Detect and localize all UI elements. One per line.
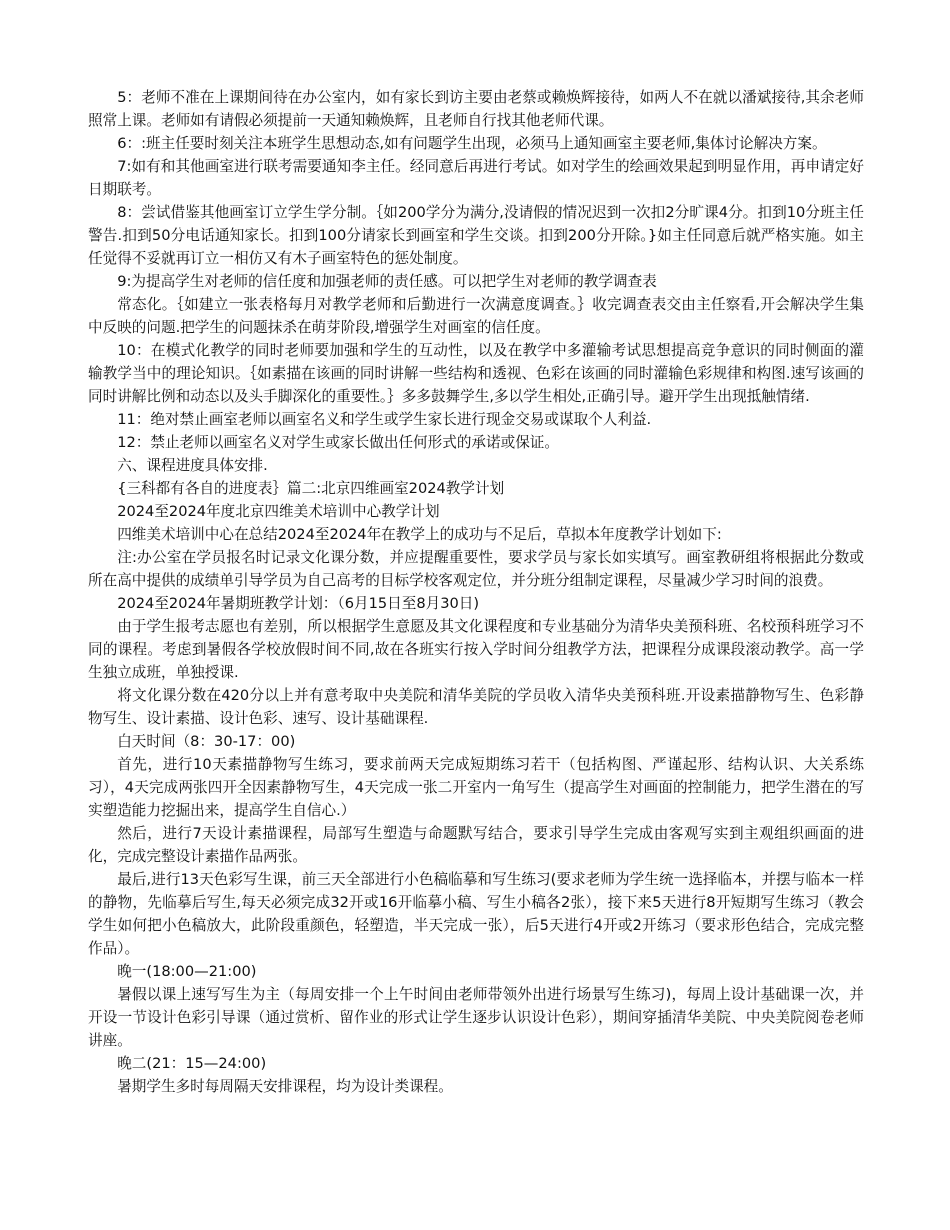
- note-paragraph: 注:办公室在学员报名时记录文化课分数，并应提醒重要性，要求学员与家长如实填写。画室教研组将根据此分数或所在高中提供的成绩单引导学员为自己高考的目标学校客观定位，并分班分组制定课程，尽量减少学习时间的浪费。: [88, 549, 864, 589]
- evening-one-paragraph: 暑假以课上速写写生为主（每周安排一个上午时间由老师带领外出进行场景写生练习)，每周上设计基础课一次，并开设一节设计色彩引导课（通过赏析、留作业的形式让学生逐步认识设计色彩），期间穿插清华美院、中央美院阅卷老师讲座。: [88, 986, 864, 1049]
- evening-two-heading: 晚二(21：15—24:00): [117, 1055, 267, 1072]
- section-six-heading: 六、课程进度具体安排.: [117, 457, 268, 474]
- document-page: [88, 86, 864, 1098]
- rule-9-paragraph: 9:为提高学生对老师的信任度和加强老师的责任感。可以把学生对老师的教学调查表: [117, 273, 657, 290]
- daytime-heading: 白天时间（8：30-17：00): [117, 733, 296, 750]
- rule-5-paragraph: 5：老师不准在上课期间待在办公室内，如有家长到访主要由老蔡或赖焕辉接待，如两人不在就以潘斌接待,其余老师照常上课。老师如有请假必须提前一天通知赖焕辉，且老师自行找其他老师代课。: [88, 89, 864, 129]
- rule-7-paragraph: 7:如有和其他画室进行联考需要通知李主任。经同意后再进行考试。如对学生的绘画效果起到明显作用，再申请定好日期联考。: [88, 158, 864, 198]
- plan-intro-paragraph: 四维美术培训中心在总结2024至2024年在教学上的成功与不足后，草拟本年度教学计划如下:: [117, 526, 722, 543]
- class-division-paragraph: 由于学生报考志愿也有差别，所以根据学生意愿及其文化课程度和专业基础分为清华央美预科班、名校预科班学习不同的课程。考虑到暑假各学校放假时间不同,故在各班实行按入学时间分组教学方法，把课程分成课段滚动教学。高一学生独立成班，单独授课.: [88, 618, 864, 681]
- evening-two-paragraph: 暑期学生多时每周隔天安排课程，均为设计类课程。: [117, 1078, 453, 1095]
- step-first-paragraph: 首先，进行10天素描静物写生练习，要求前两天完成短期练习若干（包括构图、严谨起形、结构认识、大关系练习），4天完成两张四开全因素静物写生，4天完成一张二开室内一角写生（提高学生对画面的控制能力，把学生潜在的写实塑造能力挖掘出来，提高学生自信心.）: [88, 756, 864, 819]
- rule-12-paragraph: 12：禁止老师以画室名义对学生或家长做出任何形式的承诺或保证。: [117, 434, 559, 451]
- plan-title: 2024至2024年度北京四维美术培训中心教学计划: [117, 503, 440, 520]
- step-then-paragraph: 然后，进行7天设计素描课程，局部写生塑造与命题默写结合，要求引导学生完成由客观写实到主观组织画面的进化，完成完整设计素描作品两张。: [88, 825, 864, 865]
- article-two-heading: {三科都有各自的进度表｝篇二:北京四维画室2024教学计划: [117, 480, 505, 497]
- rule-9-continued-paragraph: 常态化。｛如建立一张表格每月对教学老师和后勤进行一次满意度调查。｝收完调查表交由主任察看,开会解决学生集中反映的问题.把学生的问题抹杀在萌芽阶段,增强学生对画室的信任度。: [88, 296, 864, 336]
- step-finally-paragraph: 最后,进行13天色彩写生课，前三天全部进行小色稿临摹和写生练习(要求老师为学生统一选择临本，并摆与临本一样的静物，先临摹后写生,每天必须完成32开或16开临摹小稿、写生小稿各2张），接下来5天进行8开短期写生练习（教会学生如何把小色稿放大，此阶段重颜色，轻塑造，半天完成一张），后5天进行4开或2开练习（要求形色结合，完成完整作品）。: [88, 871, 864, 957]
- summer-plan-heading: 2024至2024年暑期班教学计划：（6月15日至8月30日): [117, 595, 480, 612]
- evening-one-heading: 晚一(18:00—21:00): [117, 963, 257, 980]
- rule-10-paragraph: 10：在模式化教学的同时老师要加强和学生的互动性，以及在教学中多灌输考试思想提高竞争意识的同时侧面的灌输教学当中的理论知识。｛如素描在该画的同时讲解一些结构和透视、色彩在该画的同时灌输色彩规律和构图.速写该画的同时讲解比例和动态以及头手脚深化的重要性。｝多多鼓舞学生,多以学生相处,正确引导。避开学生出现抵触情绪.: [88, 342, 864, 405]
- prep-class-paragraph: 将文化课分数在420分以上并有意考取中央美院和清华美院的学员收入清华央美预科班.开设素描静物写生、色彩静物写生、设计素描、设计色彩、速写、设计基础课程.: [88, 687, 864, 727]
- rule-8-paragraph: 8：尝试借鉴其他画室订立学生学分制。｛如200学分为满分,没请假的情况迟到一次扣2分旷课4分。扣到10分班主任警告.扣到50分电话通知家长。扣到100分请家长到画室和学生交谈。扣到200分开除。}如主任同意后就严格实施。如主任觉得不妥就再订立一相仿又有木子画室特色的惩处制度。: [88, 204, 864, 267]
- rule-6-paragraph: 6：:班主任要时刻关注本班学生思想动态,如有问题学生出现，必须马上通知画室主要老师,集体讨论解决方案。: [117, 135, 827, 152]
- rule-11-paragraph: 11：绝对禁止画室老师以画室名义和学生或学生家长进行现金交易或谋取个人利益.: [117, 411, 652, 428]
